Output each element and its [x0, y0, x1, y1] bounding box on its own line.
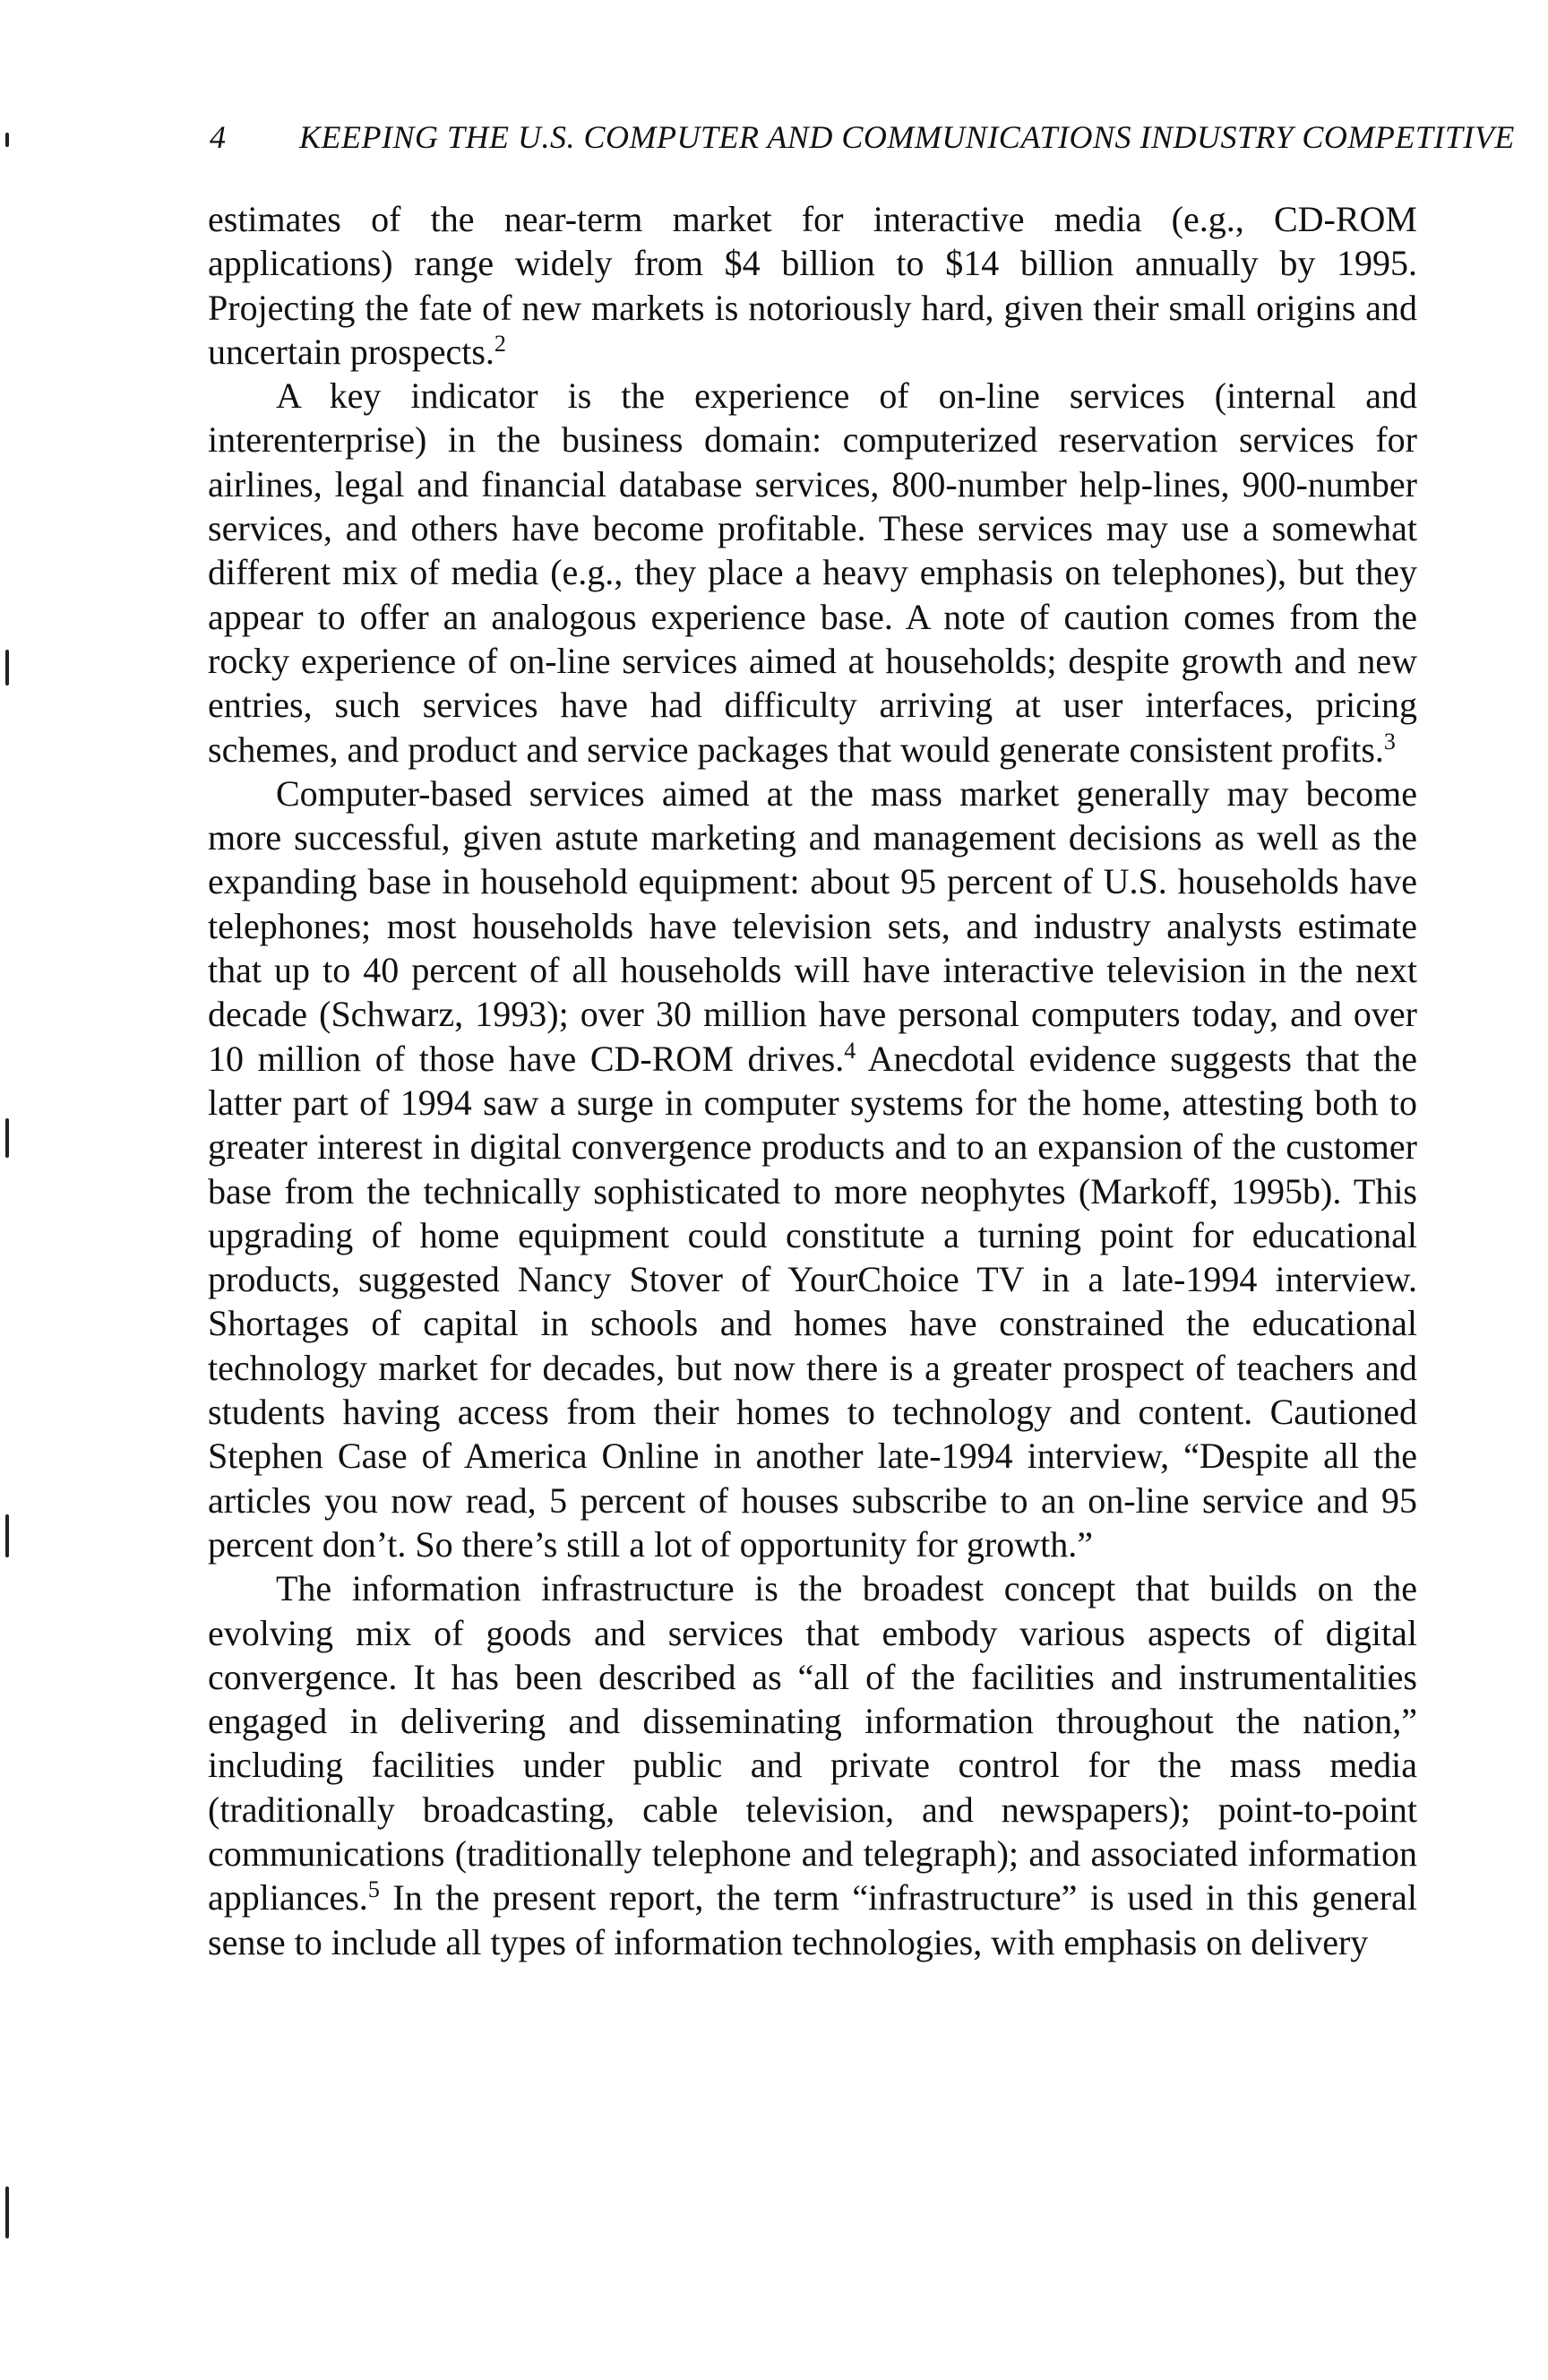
- paragraph-text: In the present report, the term “infrastructure” is used in this general sense to include all types of information technologies, with emphasis on delivery: [208, 1877, 1417, 1962]
- binding-mark: [5, 2186, 9, 2238]
- footnote-ref: 5: [367, 1876, 380, 1903]
- paragraph-text: The information infrastructure is the broadest concept that builds on the evolving mix of goods and services that embody various aspects of digital convergence. It has been described as “all of the facilities and instrumentalities engaged in delivering and disseminating information throughout the nation,” including facilities under public and private control for the mass media (traditionally broadcasting, cable television, and newspapers); point-to-point communications (traditionally telephone and telegraph); and associated information appliances.: [208, 1568, 1417, 1919]
- footnote-ref: 2: [494, 330, 506, 357]
- paragraph: [208, 197, 1417, 374]
- paragraph-text: Computer-based services aimed at the mass market generally may become more successful, given astute marketing and management decisions as well as the expanding base in household equipment: about 95 percent of U.S. households have telephones; most households have television sets, and industry analysts estimate that up to 40 percent of all households will have interactive television in the next decade (Schwarz, 1993); over 30 million have personal computers today, and over 10 million of those have CD-ROM drives.: [208, 772, 1417, 1079]
- footnote-ref: 4: [844, 1037, 856, 1064]
- page-number: 4: [210, 119, 227, 155]
- binding-mark: [5, 1514, 9, 1557]
- paragraph: [208, 374, 1417, 772]
- paragraph: [208, 772, 1417, 1566]
- paragraph-text: estimates of the near-term market for interactive media (e.g., CD-ROM applications) range widely from $4 billion to $14 billion annually by 1995. Projecting the fate of new markets is notoriously hard, given their small origins and uncertain prospects.: [208, 199, 1417, 372]
- running-header: [210, 118, 1515, 156]
- binding-mark: [5, 1118, 9, 1158]
- paragraph-text: Anecdotal evidence suggests that the latter part of 1994 saw a surge in computer systems for the home, attesting both to greater interest in digital convergence products and to an expansion of the customer base from the technically sophisticated to more neophytes (Markoff, 1995b). This upgrading of home equipment could constitute a turning point for educational products, suggested Nancy Stover of YourChoice TV in a late-1994 interview. Shortages of capital in schools and homes have constrained the educational technology market for decades, but now there is a greater prospect of teachers and students having access from their homes to technology and content. Cautioned Stephen Case of America Online in another late-1994 interview, “Despite all the articles you now read, 5 percent of houses subscribe to an on-line service and 95 percent don’t. So there’s still a lot of opportunity for growth.”: [208, 1038, 1417, 1565]
- paragraph: [208, 1566, 1417, 1964]
- footnote-ref: 3: [1383, 728, 1396, 755]
- paragraph-text: A key indicator is the experience of on-line services (internal and interenterprise) in the business domain: computerized reservation services for airlines, legal and financial database services, 800-number help-lines, 900-number services, and others have become profitable. These services may use a somewhat different mix of media (e.g., they place a heavy emphasis on telephones), but they appear to offer an analogous experience base. A note of caution comes from the rocky experience of on-line services aimed at households; despite growth and new entries, such services have had difficulty arriving at user interfaces, pricing schemes, and product and service packages that would generate consistent profits.: [208, 375, 1417, 770]
- binding-mark: [5, 133, 9, 147]
- running-title: KEEPING THE U.S. COMPUTER AND COMMUNICATIONS INDUSTRY COMPETITIVE: [299, 119, 1515, 155]
- body-text: [208, 197, 1417, 1964]
- binding-mark: [5, 650, 9, 686]
